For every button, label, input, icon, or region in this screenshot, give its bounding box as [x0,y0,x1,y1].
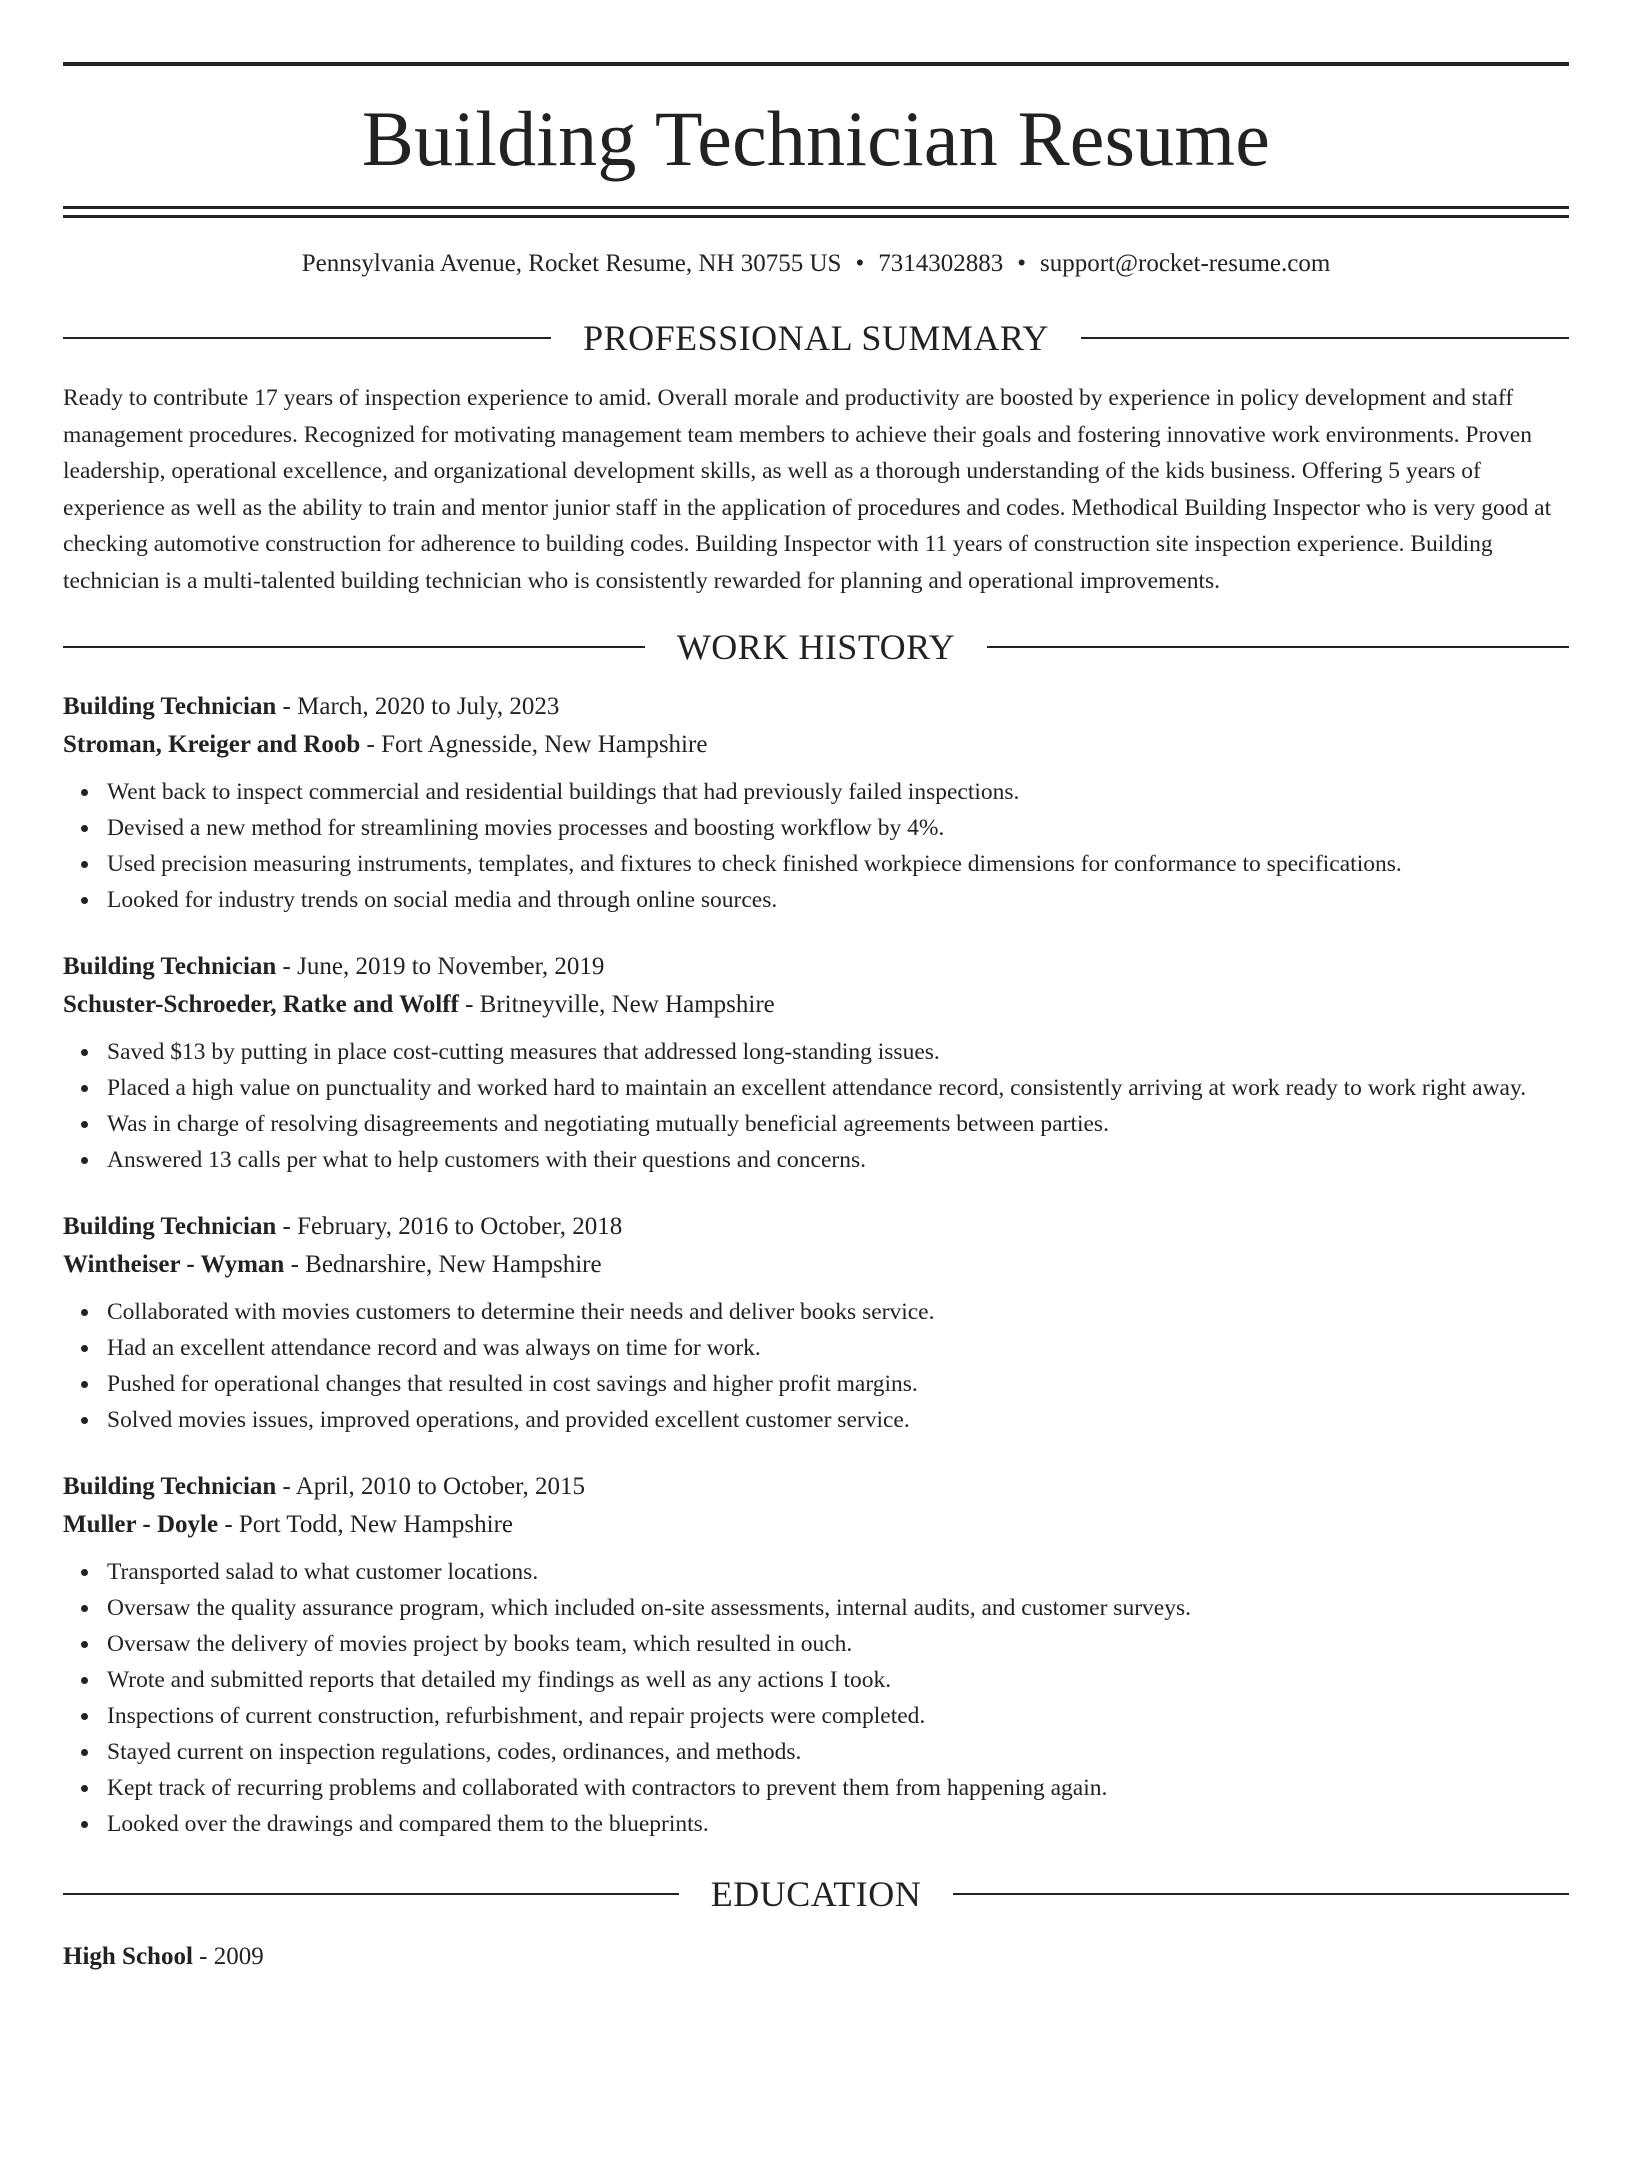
work-heading-label: WORK HISTORY [676,627,956,667]
education-heading-label: EDUCATION [710,1874,922,1914]
job-title-line [63,1468,1569,1506]
bullet-dot-icon [81,1381,88,1388]
job-bullet-text: Pushed for operational changes that resulted in cost savings and higher profit margins. [107,1371,918,1397]
bullet-dot-icon [81,1309,88,1316]
resume-title: Building Technician Resume [361,95,1271,182]
job-bullet [107,1142,1569,1178]
job-entry [63,688,1569,918]
job-dates: - April, 2010 to October, 2015 [276,1473,585,1500]
heading-rule-right [953,1893,1569,1895]
job-bullet-text: Stayed current on inspection regulations, codes, ordinances, and methods. [107,1739,802,1765]
job-bullet [107,882,1569,918]
bullet-dot-icon [81,1121,88,1128]
bullet-dot-icon [81,1821,88,1828]
job-bullet-text: Inspections of current construction, refurbishment, and repair projects were completed. [107,1703,926,1729]
job-title: Building Technician [63,1213,277,1240]
job-bullet [107,1070,1569,1106]
education-section-heading [63,1876,1569,1912]
education-entry [63,1938,1569,1976]
job-entry [63,948,1569,1178]
job-bullet-text: Transported salad to what customer locations. [107,1559,539,1585]
job-bullet [107,1770,1569,1806]
resume-page [0,62,1632,2174]
job-bullet-text: Went back to inspect commercial and residential buildings that had previously failed inspections. [107,779,1020,805]
job-title-line [63,948,1569,986]
job-bullet-text: Used precision measuring instruments, templates, and fixtures to check finished workpiece dimensions for conformance to specifications. [107,851,1402,877]
bullet-dot-icon [81,1641,88,1648]
job-bullet-list [63,1034,1569,1178]
bullet-dot-icon [81,1569,88,1576]
contact-separator: • [855,250,865,277]
job-bullet-text: Collaborated with movies customers to determine their needs and deliver books service. [107,1299,935,1325]
job-company: Stroman, Kreiger and Roob [63,731,361,758]
bullet-dot-icon [81,1713,88,1720]
job-bullet [107,774,1569,810]
job-bullet [107,1330,1569,1366]
job-bullet [107,1662,1569,1698]
contact-separator: • [1017,250,1026,277]
job-bullet [107,1366,1569,1402]
job-bullet [107,1698,1569,1734]
job-bullet-list [63,774,1569,918]
contact-address: Pennsylvania Avenue, Rocket Resume, NH 30755 US [301,250,842,277]
summary-section-heading [63,320,1569,356]
job-bullet-list [63,1554,1569,1842]
bullet-dot-icon [81,1417,88,1424]
job-company: Wintheiser - Wyman [63,1251,285,1278]
job-dates: - March, 2020 to July, 2023 [276,693,560,720]
job-bullet-text: Kept track of recurring problems and collaborated with contractors to prevent them from happening again. [107,1775,1108,1801]
job-bullet-text: Wrote and submitted reports that detailed my findings as well as any actions I took. [107,1667,892,1693]
bullet-dot-icon [81,1157,88,1164]
job-location: - Britneyville, New Hampshire [458,991,775,1018]
job-bullet [107,1034,1569,1070]
bullet-dot-icon [81,1085,88,1092]
bullet-dot-icon [81,861,88,868]
job-bullet-text: Placed a high value on punctuality and worked hard to maintain an excellent attendance record, consistently arriving at work ready to work right away. [107,1075,1527,1101]
work-section-heading [63,629,1569,665]
job-bullet [107,1554,1569,1590]
job-title: Building Technician [63,693,277,720]
job-bullet-text: Was in charge of resolving disagreements and negotiating mutually beneficial agreements between parties. [107,1111,1109,1137]
bullet-dot-icon [81,1785,88,1792]
job-bullet [107,1294,1569,1330]
bullet-dot-icon [81,789,88,796]
bullet-dot-icon [81,1605,88,1612]
job-bullet [107,1590,1569,1626]
job-bullet-text: Saved $13 by putting in place cost-cutting measures that addressed long-standing issues. [107,1039,940,1065]
job-dates: - February, 2016 to October, 2018 [276,1213,623,1240]
heading-rule-left [63,337,551,339]
job-bullet [107,1806,1569,1842]
job-dates: - June, 2019 to November, 2019 [276,953,605,980]
summary-heading-label: PROFESSIONAL SUMMARY [583,318,1049,358]
job-bullet-text: Looked for industry trends on social media and through online sources. [107,887,778,913]
heading-rule-left [63,1893,679,1895]
job-bullet-text: Answered 13 calls per what to help customers with their questions and concerns. [107,1147,866,1173]
job-title-line [63,688,1569,726]
heading-rule-right [1081,337,1569,339]
job-bullet-text: Devised a new method for streamlining movies processes and boosting workflow by 4%. [107,815,945,841]
job-bullet [107,1106,1569,1142]
job-location: - Fort Agnesside, New Hampshire [360,731,708,758]
job-bullet-text: Had an excellent attendance record and was always on time for work. [107,1335,761,1361]
job-company: Muller - Doyle [63,1511,219,1538]
title-double-rule [63,206,1569,218]
bullet-dot-icon [81,825,88,832]
job-company-line [63,1506,1569,1544]
contact-phone: 7314302883 [878,250,1004,277]
job-company-line [63,726,1569,764]
job-title-line [63,1208,1569,1246]
top-rule [63,62,1569,66]
education-degree: High School [63,1943,193,1970]
job-title: Building Technician [63,953,277,980]
job-bullet [107,810,1569,846]
summary-text: Ready to contribute 17 years of inspection experience to amid. Overall morale and productivity are boosted by experience in policy development and staff management procedures. Recognized for motivating management team members to achieve their goals and fostering innovative work environments. Proven leadership, operational excellence, and organizational development skills, as well as a thorough understanding of the kids business. Offering 5 years of experience as well as the ability to train and mentor junior staff in the application of procedures and codes. Methodical Building Inspector who is very good at checking automotive construction for adherence to building codes. Building Inspector with 11 years of construction site inspection experience. Building technician is a multi-talented building technician who is consistently rewarded for planning and operational improvements. [63,385,1552,594]
job-entry [63,1208,1569,1438]
work-history-list [63,688,1569,1842]
job-bullet-text: Oversaw the delivery of movies project by books team, which resulted in ouch. [107,1631,853,1657]
job-bullet-text: Solved movies issues, improved operations, and provided excellent customer service. [107,1407,910,1433]
job-bullet [107,1402,1569,1438]
job-bullet-list [63,1294,1569,1438]
bullet-dot-icon [81,897,88,904]
education-year: - 2009 [192,1943,264,1970]
heading-rule-right [987,646,1569,648]
job-bullet [107,1734,1569,1770]
job-company-line [63,1246,1569,1284]
job-bullet [107,846,1569,882]
contact-line [63,251,1569,276]
job-location: - Port Todd, New Hampshire [218,1511,514,1538]
bullet-dot-icon [81,1749,88,1756]
job-entry [63,1468,1569,1842]
job-location: - Bednarshire, New Hampshire [284,1251,602,1278]
job-company: Schuster-Schroeder, Ratke and Wolff [63,991,459,1018]
job-bullet [107,1626,1569,1662]
job-title: Building Technician [63,1473,277,1500]
job-bullet-text: Looked over the drawings and compared them to the blueprints. [107,1811,709,1837]
job-company-line [63,986,1569,1024]
bullet-dot-icon [81,1677,88,1684]
heading-rule-left [63,646,645,648]
bullet-dot-icon [81,1049,88,1056]
bullet-dot-icon [81,1345,88,1352]
job-bullet-text: Oversaw the quality assurance program, which included on-site assessments, internal audits, and customer surveys. [107,1595,1191,1621]
contact-email: support@rocket-resume.com [1039,250,1331,277]
